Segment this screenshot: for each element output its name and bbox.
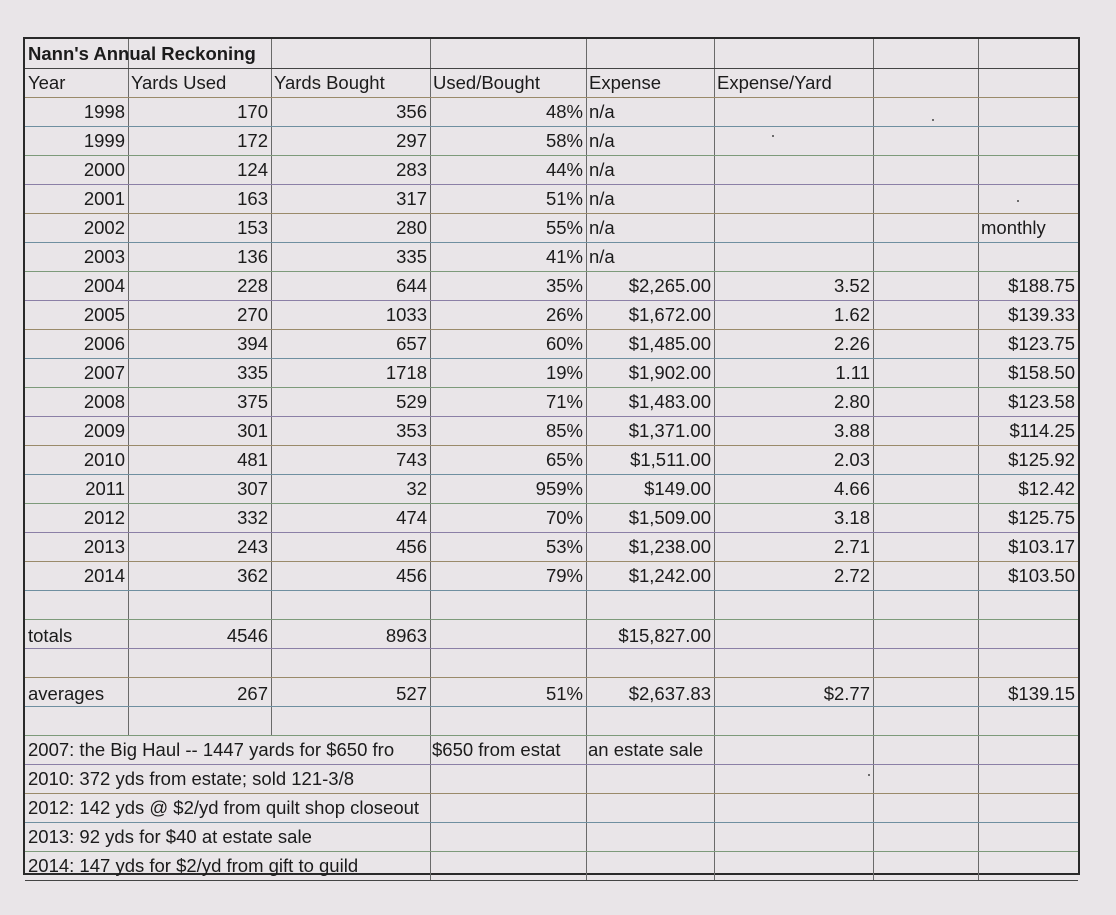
yards-bought-cell: 356 bbox=[396, 101, 427, 122]
blank-cell bbox=[873, 126, 978, 155]
yards-used-cell: 332 bbox=[237, 507, 268, 528]
year-cell: 2000 bbox=[83, 159, 125, 180]
year-header: Year bbox=[28, 72, 66, 93]
yards-bought-cell: 1033 bbox=[385, 304, 427, 325]
totals-expense: $15,827.00 bbox=[618, 625, 711, 646]
yards-used-cell: 124 bbox=[237, 159, 268, 180]
table-row bbox=[25, 213, 1078, 242]
yards-used-cell: 163 bbox=[237, 188, 268, 209]
used-bought-cell: 55% bbox=[545, 217, 583, 238]
scan-speck bbox=[772, 135, 774, 137]
expense-per-yard-cell: 2.03 bbox=[833, 449, 870, 470]
sheet-title: Nann's Annual Reckoning bbox=[28, 43, 256, 64]
expense-cell: $1,902.00 bbox=[628, 362, 711, 383]
blank-cell bbox=[873, 184, 978, 213]
row-gridline bbox=[25, 677, 1078, 678]
yards-bought-header: Yards Bought bbox=[274, 72, 385, 93]
averages-yards-bought: 527 bbox=[396, 683, 427, 704]
expense-per-yard-cell: 1.11 bbox=[835, 362, 870, 383]
monthly-cell: $103.17 bbox=[1008, 536, 1075, 557]
expense-cell: $1,238.00 bbox=[628, 536, 711, 557]
table-row bbox=[25, 184, 1078, 213]
blank-cell bbox=[873, 532, 978, 561]
used-bought-cell: 70% bbox=[545, 507, 583, 528]
yards-bought-cell: 353 bbox=[396, 420, 427, 441]
yards-bought-cell: 335 bbox=[396, 246, 427, 267]
yards-used-cell: 362 bbox=[237, 565, 268, 586]
used-bought-cell: 58% bbox=[545, 130, 583, 151]
table-row bbox=[25, 242, 1078, 271]
yards-bought-cell: 644 bbox=[396, 275, 427, 296]
year-cell: 2001 bbox=[83, 188, 125, 209]
expense-cell: $1,511.00 bbox=[630, 449, 711, 470]
totals-row bbox=[25, 621, 1078, 650]
table-row bbox=[25, 387, 1078, 416]
monthly-cell: $103.50 bbox=[1008, 565, 1075, 586]
used-bought-cell: 959% bbox=[535, 478, 583, 499]
used-bought-cell: 41% bbox=[545, 246, 583, 267]
yards-used-cell: 136 bbox=[237, 246, 268, 267]
monthly-cell: $123.75 bbox=[1008, 333, 1075, 354]
monthly-cell: $158.50 bbox=[1008, 362, 1075, 383]
yards-used-header: Yards Used bbox=[131, 72, 227, 93]
table-row bbox=[25, 474, 1078, 503]
blank-cell bbox=[873, 155, 978, 184]
year-cell: 2006 bbox=[83, 333, 125, 354]
expense-cell: $1,483.00 bbox=[628, 391, 711, 412]
monthly-cell bbox=[978, 126, 1078, 155]
blank-header bbox=[873, 68, 978, 97]
blank-cell bbox=[873, 271, 978, 300]
averages-expense: $2,637.83 bbox=[628, 683, 711, 704]
expense-cell: n/a bbox=[589, 159, 615, 180]
table-row bbox=[25, 155, 1078, 184]
row-gridline bbox=[25, 619, 1078, 620]
expense-per-yard-cell bbox=[714, 242, 873, 271]
expense-per-yard-cell: 1.62 bbox=[833, 304, 870, 325]
yards-used-cell: 172 bbox=[237, 130, 268, 151]
yards-used-cell: 335 bbox=[237, 362, 268, 383]
averages-monthly: $139.15 bbox=[1008, 683, 1075, 704]
yards-used-cell: 394 bbox=[237, 333, 268, 354]
averages-label: averages bbox=[28, 683, 105, 704]
table-row bbox=[25, 97, 1078, 126]
yards-used-cell: 301 bbox=[237, 420, 268, 441]
expense-per-yard-cell: 3.52 bbox=[833, 275, 870, 296]
note-overflow-text: $650 from estat bbox=[432, 739, 561, 760]
used-bought-cell: 19% bbox=[545, 362, 583, 383]
blank-cell bbox=[873, 329, 978, 358]
used-bought-cell: 35% bbox=[545, 275, 583, 296]
expense-cell: n/a bbox=[589, 188, 615, 209]
blank-cell bbox=[873, 242, 978, 271]
year-cell: 2004 bbox=[83, 275, 125, 296]
row-gridline bbox=[25, 880, 1078, 881]
title-row bbox=[25, 39, 1078, 68]
expense-per-yard-cell: 2.72 bbox=[833, 565, 870, 586]
monthly-cell: $125.75 bbox=[1008, 507, 1075, 528]
table-row bbox=[25, 126, 1078, 155]
table-row bbox=[25, 329, 1078, 358]
expense-per-yard-cell: 2.80 bbox=[833, 391, 870, 412]
year-cell: 2007 bbox=[83, 362, 125, 383]
used-bought-cell: 65% bbox=[545, 449, 583, 470]
yards-bought-cell: 32 bbox=[406, 478, 427, 499]
monthly-cell bbox=[978, 242, 1078, 271]
averages-row bbox=[25, 679, 1078, 708]
expense-cell: n/a bbox=[589, 217, 615, 238]
monthly-cell bbox=[978, 155, 1078, 184]
monthly-cell: $123.58 bbox=[1008, 391, 1075, 412]
monthly-cell bbox=[978, 97, 1078, 126]
yards-bought-cell: 317 bbox=[396, 188, 427, 209]
year-cell: 1999 bbox=[83, 130, 125, 151]
header-row bbox=[25, 68, 1078, 97]
expense-per-yard-cell bbox=[714, 97, 873, 126]
note-row bbox=[25, 764, 1078, 793]
monthly-cell: $188.75 bbox=[1008, 275, 1075, 296]
expense-cell: n/a bbox=[589, 130, 615, 151]
averages-used-bought: 51% bbox=[545, 683, 583, 704]
blank-cell bbox=[873, 474, 978, 503]
expense-per-yard-header: Expense/Yard bbox=[717, 72, 832, 93]
blank-cell bbox=[873, 445, 978, 474]
totals-yards-used: 4546 bbox=[226, 625, 268, 646]
year-cell: 2012 bbox=[83, 507, 125, 528]
yards-used-cell: 170 bbox=[237, 101, 268, 122]
yards-bought-cell: 297 bbox=[396, 130, 427, 151]
yards-used-cell: 153 bbox=[237, 217, 268, 238]
note-text: 2010: 372 yds from estate; sold 121-3/8 bbox=[28, 768, 355, 789]
blank-cell bbox=[873, 97, 978, 126]
year-cell: 2003 bbox=[83, 246, 125, 267]
scan-speck bbox=[1017, 200, 1019, 202]
blank-header bbox=[978, 68, 1078, 97]
monthly-cell: $139.33 bbox=[1008, 304, 1075, 325]
expense-cell: $1,509.00 bbox=[628, 507, 711, 528]
expense-cell: $2,265.00 bbox=[628, 275, 711, 296]
yards-used-cell: 375 bbox=[237, 391, 268, 412]
year-cell: 2011 bbox=[85, 478, 125, 499]
expense-cell: $1,485.00 bbox=[628, 333, 711, 354]
used-bought-cell: 51% bbox=[545, 188, 583, 209]
table-row bbox=[25, 358, 1078, 387]
year-cell: 2013 bbox=[83, 536, 125, 557]
table-row bbox=[25, 300, 1078, 329]
year-cell: 2002 bbox=[83, 217, 125, 238]
year-cell: 2005 bbox=[83, 304, 125, 325]
blank-cell bbox=[873, 358, 978, 387]
expense-per-yard-cell bbox=[714, 155, 873, 184]
table-row bbox=[25, 271, 1078, 300]
used-bought-header: Used/Bought bbox=[433, 72, 540, 93]
yards-bought-cell: 743 bbox=[396, 449, 427, 470]
yards-used-cell: 228 bbox=[237, 275, 268, 296]
averages-expense-per-yard: $2.77 bbox=[823, 683, 870, 704]
monthly-cell: $12.42 bbox=[1018, 478, 1075, 499]
note-row bbox=[25, 793, 1078, 822]
blank-cell bbox=[873, 387, 978, 416]
yards-bought-cell: 283 bbox=[396, 159, 427, 180]
table-row bbox=[25, 445, 1078, 474]
expense-per-yard-cell bbox=[714, 184, 873, 213]
monthly-cell: $125.92 bbox=[1008, 449, 1075, 470]
totals-yards-bought: 8963 bbox=[385, 625, 427, 646]
scan-speck bbox=[932, 119, 934, 121]
yards-used-cell: 307 bbox=[237, 478, 268, 499]
note-text: 2013: 92 yds for $40 at estate sale bbox=[28, 826, 312, 847]
year-cell: 2014 bbox=[83, 565, 125, 586]
used-bought-cell: 53% bbox=[545, 536, 583, 557]
note-text: 2012: 142 yds @ $2/yd from quilt shop closeout bbox=[28, 797, 420, 818]
table-row bbox=[25, 561, 1078, 590]
table-row bbox=[25, 532, 1078, 561]
note-row bbox=[25, 735, 1078, 764]
expense-per-yard-cell bbox=[714, 213, 873, 242]
yards-bought-cell: 456 bbox=[396, 565, 427, 586]
yards-bought-cell: 1718 bbox=[385, 362, 427, 383]
yards-used-cell: 243 bbox=[237, 536, 268, 557]
expense-cell: n/a bbox=[589, 101, 615, 122]
year-cell: 2009 bbox=[83, 420, 125, 441]
year-cell: 2010 bbox=[83, 449, 125, 470]
yards-bought-cell: 456 bbox=[396, 536, 427, 557]
blank-cell bbox=[873, 213, 978, 242]
blank-cell bbox=[873, 561, 978, 590]
note-row bbox=[25, 822, 1078, 851]
monthly-cell: $114.25 bbox=[1009, 420, 1075, 441]
expense-cell: $1,242.00 bbox=[628, 565, 711, 586]
totals-label: totals bbox=[28, 625, 73, 646]
blank-cell bbox=[873, 416, 978, 445]
scan-speck bbox=[868, 774, 870, 776]
yards-bought-cell: 529 bbox=[396, 391, 427, 412]
used-bought-cell: 44% bbox=[545, 159, 583, 180]
year-cell: 1998 bbox=[83, 101, 125, 122]
used-bought-cell: 26% bbox=[545, 304, 583, 325]
yards-used-cell: 481 bbox=[237, 449, 268, 470]
used-bought-cell: 71% bbox=[545, 391, 583, 412]
note-overflow-text: an estate sale bbox=[588, 739, 704, 760]
monthly-cell bbox=[978, 184, 1078, 213]
yards-used-cell: 270 bbox=[237, 304, 268, 325]
expense-per-yard-cell: 2.26 bbox=[833, 333, 870, 354]
table-row bbox=[25, 503, 1078, 532]
expense-per-yard-cell: 3.18 bbox=[833, 507, 870, 528]
expense-per-yard-cell: 4.66 bbox=[833, 478, 870, 499]
used-bought-cell: 48% bbox=[545, 101, 583, 122]
blank-row bbox=[25, 590, 1078, 619]
used-bought-cell: 79% bbox=[545, 565, 583, 586]
used-bought-cell: 85% bbox=[545, 420, 583, 441]
expense-cell: $1,672.00 bbox=[628, 304, 711, 325]
note-text: 2007: the Big Haul -- 1447 yards for $650 fro bbox=[28, 739, 395, 760]
spreadsheet bbox=[23, 37, 1080, 875]
expense-per-yard-cell: 2.71 bbox=[833, 536, 870, 557]
expense-cell: $149.00 bbox=[644, 478, 711, 499]
yards-bought-cell: 474 bbox=[396, 507, 427, 528]
note-row bbox=[25, 851, 1078, 880]
year-cell: 2008 bbox=[83, 391, 125, 412]
blank-cell bbox=[873, 300, 978, 329]
expense-cell: n/a bbox=[589, 246, 615, 267]
expense-per-yard-cell: 3.88 bbox=[833, 420, 870, 441]
expense-cell: $1,371.00 bbox=[628, 420, 711, 441]
note-text: 2014: 147 yds for $2/yd from gift to guild bbox=[28, 855, 359, 876]
expense-header: Expense bbox=[589, 72, 661, 93]
monthly-label: monthly bbox=[981, 217, 1046, 238]
yards-bought-cell: 657 bbox=[396, 333, 427, 354]
table-row bbox=[25, 416, 1078, 445]
expense-per-yard-cell bbox=[714, 126, 873, 155]
yards-bought-cell: 280 bbox=[396, 217, 427, 238]
averages-yards-used: 267 bbox=[237, 683, 268, 704]
blank-cell bbox=[873, 503, 978, 532]
used-bought-cell: 60% bbox=[545, 333, 583, 354]
